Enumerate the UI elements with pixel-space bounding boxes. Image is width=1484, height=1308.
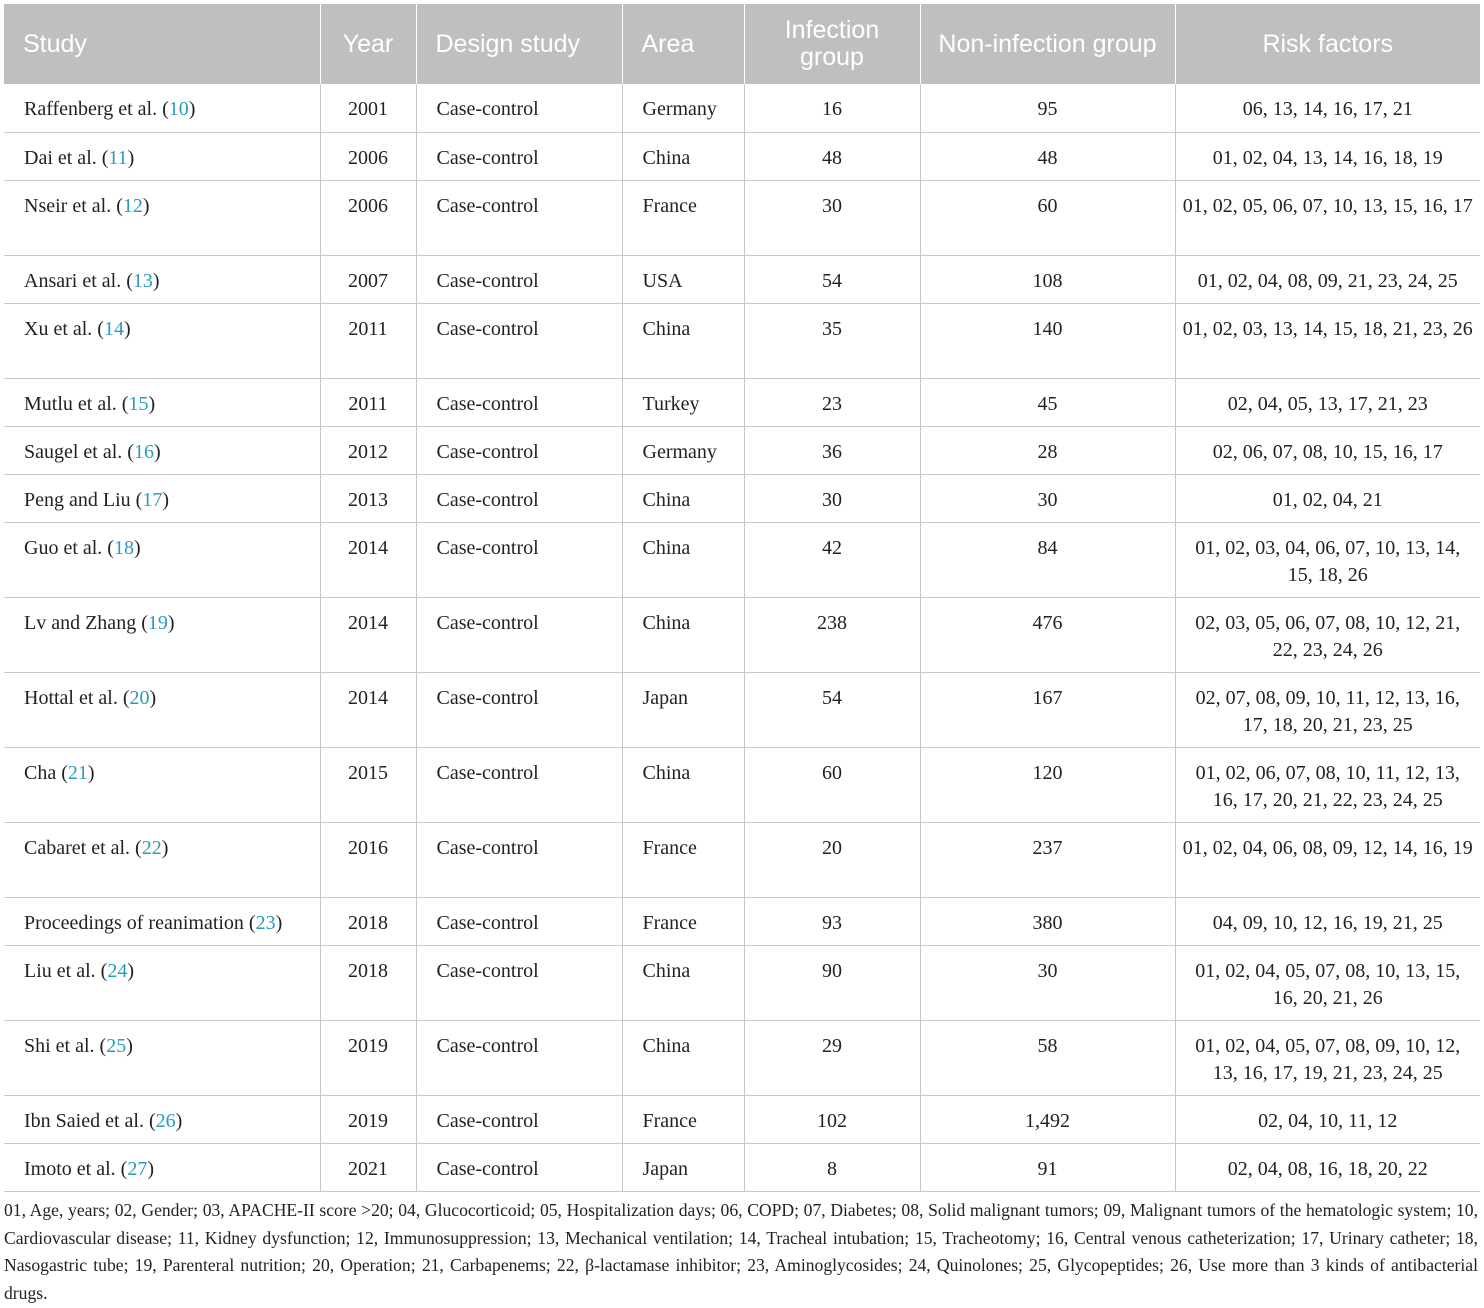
header-study: Study [4, 4, 320, 84]
header-non-infection-group: Non-infection group [920, 4, 1175, 84]
ref-close-paren: ) [162, 488, 169, 511]
cell-area: Turkey [622, 378, 744, 426]
cell-area: France [622, 822, 744, 897]
ref-close-paren: ) [175, 1109, 183, 1132]
ref-close-paren: ) [126, 1034, 133, 1057]
study-name: Liu et al. ( [24, 959, 108, 982]
ref-close-paren: ) [142, 194, 150, 217]
header-year: Year [320, 4, 416, 84]
table-row [4, 672, 1480, 747]
ref-close-paren: ) [87, 761, 95, 784]
cell-design: Case-control [416, 1020, 622, 1095]
cell-design: Case-control [416, 474, 622, 522]
cell-area: China [622, 474, 744, 522]
reference-link[interactable]: 14 [103, 317, 124, 340]
cell-year: 2018 [320, 897, 416, 945]
cell-study [4, 132, 320, 180]
cell-infection: 8 [744, 1143, 920, 1191]
cell-infection: 90 [744, 945, 920, 1020]
cell-non-infection: 476 [920, 597, 1175, 672]
cell-risk: 02, 06, 07, 08, 10, 15, 16, 17 [1175, 426, 1480, 474]
reference-link[interactable]: 24 [107, 959, 128, 982]
ref-close-paren: ) [127, 959, 134, 982]
cell-infection: 16 [744, 84, 920, 132]
cell-risk: 06, 13, 14, 16, 17, 21 [1175, 84, 1480, 132]
cell-non-infection: 45 [920, 378, 1175, 426]
cell-area: China [622, 597, 744, 672]
table-row [4, 897, 1480, 945]
study-name: Raffenberg et al. ( [24, 98, 169, 120]
cell-design: Case-control [416, 1143, 622, 1191]
reference-link[interactable]: 26 [155, 1109, 176, 1132]
cell-non-infection: 1,492 [920, 1095, 1175, 1143]
header-risk-factors: Risk factors [1175, 4, 1480, 84]
cell-risk: 02, 04, 05, 13, 17, 21, 23 [1175, 378, 1480, 426]
cell-non-infection: 167 [920, 672, 1175, 747]
ref-close-paren: ) [152, 269, 160, 292]
cell-design: Case-control [416, 180, 622, 255]
table-row [4, 1095, 1480, 1143]
study-name: Ansari et al. ( [24, 269, 133, 292]
reference-link[interactable]: 10 [168, 98, 189, 120]
cell-area: China [622, 1020, 744, 1095]
reference-link[interactable]: 16 [133, 440, 154, 463]
study-name: Lv and Zhang ( [24, 611, 148, 634]
table-row [4, 597, 1480, 672]
cell-design: Case-control [416, 747, 622, 822]
study-name: Peng and Liu ( [24, 488, 143, 511]
table-row [4, 255, 1480, 303]
cell-design: Case-control [416, 303, 622, 378]
reference-link[interactable]: 17 [142, 488, 163, 511]
table-row [4, 522, 1480, 597]
cell-non-infection: 30 [920, 945, 1175, 1020]
cell-risk: 01, 02, 04, 05, 07, 08, 10, 13, 15, 16, 20, 21, 26 [1175, 945, 1480, 1020]
cell-non-infection: 95 [920, 84, 1175, 132]
table-row [4, 132, 1480, 180]
ref-close-paren: ) [167, 611, 175, 634]
cell-area: China [622, 303, 744, 378]
cell-design: Case-control [416, 378, 622, 426]
cell-year: 2016 [320, 822, 416, 897]
cell-area: France [622, 180, 744, 255]
reference-link[interactable]: 18 [113, 536, 134, 559]
cell-area: Japan [622, 672, 744, 747]
cell-year: 2014 [320, 522, 416, 597]
cell-non-infection: 108 [920, 255, 1175, 303]
cell-study [4, 84, 320, 132]
table-footnote: 01, Age, years; 02, Gender; 03, APACHE-II score >20; 04, Glucocorticoid; 05, Hospitalization days; 06, COPD; 07, Diabetes; 08, Solid malignant tumors; 09, Malignant tumors of the hematologic system; 10, Cardiovascular disease; 11, Kidney dysfunction; 12, Immunosuppression; 13, Mechanical ventilation; 14, Tracheal intubation; 15, Tracheotomy; 16, Central venous catheterization; 17, Urinary catheter; 18, Nasogastric tube; 19, Parenteral nutrition; 20, Operation; 21, Carbapenems; 22, β-lactamase inhibitor; 23, Aminoglycosides; 24, Quinolones; 25, Glycopeptides; 26, Use more than 3 kinds of antibacterial drugs. [4, 1200, 1478, 1303]
study-name: Nseir et al. ( [24, 194, 123, 217]
cell-infection: 36 [744, 426, 920, 474]
cell-design: Case-control [416, 522, 622, 597]
cell-infection: 30 [744, 474, 920, 522]
cell-year: 2019 [320, 1020, 416, 1095]
cell-study [4, 897, 320, 945]
cell-year: 2011 [320, 303, 416, 378]
table-row [4, 1020, 1480, 1095]
table-row [4, 822, 1480, 897]
cell-risk: 01, 02, 06, 07, 08, 10, 11, 12, 13, 16, 17, 20, 21, 22, 23, 24, 25 [1175, 747, 1480, 822]
ref-close-paren: ) [149, 686, 157, 709]
cell-design: Case-control [416, 822, 622, 897]
cell-year: 2018 [320, 945, 416, 1020]
cell-design: Case-control [416, 672, 622, 747]
cell-infection: 35 [744, 303, 920, 378]
study-name: Shi et al. ( [24, 1034, 107, 1057]
cell-infection: 102 [744, 1095, 920, 1143]
cell-study [4, 180, 320, 255]
cell-area: Japan [622, 1143, 744, 1191]
reference-link[interactable]: 25 [106, 1034, 127, 1057]
ref-close-paren: ) [153, 440, 161, 463]
header-infection-group: Infection group [744, 4, 920, 84]
cell-infection: 48 [744, 132, 920, 180]
cell-risk: 01, 02, 03, 04, 06, 07, 10, 13, 14, 15, 18, 26 [1175, 522, 1480, 597]
study-name: Proceedings of reanimation ( [24, 911, 256, 934]
study-name: Ibn Saied et al. ( [24, 1109, 156, 1132]
cell-design: Case-control [416, 597, 622, 672]
study-name: Guo et al. ( [24, 536, 114, 559]
cell-non-infection: 84 [920, 522, 1175, 597]
cell-year: 2006 [320, 180, 416, 255]
reference-link[interactable]: 20 [129, 686, 150, 709]
cell-infection: 93 [744, 897, 920, 945]
study-name: Mutlu et al. ( [24, 392, 129, 415]
cell-design: Case-control [416, 1095, 622, 1143]
cell-area: France [622, 897, 744, 945]
cell-area: China [622, 945, 744, 1020]
cell-risk: 01, 02, 04, 21 [1175, 474, 1480, 522]
cell-area: China [622, 747, 744, 822]
study-name: Cha ( [24, 761, 68, 784]
cell-year: 2012 [320, 426, 416, 474]
cell-non-infection: 140 [920, 303, 1175, 378]
study-name: Dai et al. ( [24, 146, 109, 169]
ref-close-paren: ) [127, 146, 135, 169]
cell-study [4, 1020, 320, 1095]
cell-risk: 01, 02, 04, 05, 07, 08, 09, 10, 12, 13, 16, 17, 19, 21, 23, 24, 25 [1175, 1020, 1480, 1095]
ref-close-paren: ) [188, 98, 196, 120]
cell-risk: 01, 02, 04, 08, 09, 21, 23, 24, 25 [1175, 255, 1480, 303]
cell-design: Case-control [416, 255, 622, 303]
cell-year: 2019 [320, 1095, 416, 1143]
cell-area: Germany [622, 84, 744, 132]
cell-study [4, 303, 320, 378]
cell-area: USA [622, 255, 744, 303]
studies-table [4, 4, 1480, 1192]
table-row [4, 303, 1480, 378]
cell-area: China [622, 522, 744, 597]
cell-year: 2013 [320, 474, 416, 522]
cell-design: Case-control [416, 897, 622, 945]
ref-close-paren: ) [147, 1157, 154, 1180]
cell-risk: 02, 04, 08, 16, 18, 20, 22 [1175, 1143, 1480, 1191]
cell-non-infection: 58 [920, 1020, 1175, 1095]
cell-design: Case-control [416, 945, 622, 1020]
cell-risk: 01, 02, 04, 06, 08, 09, 12, 14, 16, 19 [1175, 822, 1480, 897]
cell-year: 2001 [320, 84, 416, 132]
reference-link[interactable]: 15 [128, 392, 149, 415]
cell-infection: 238 [744, 597, 920, 672]
reference-link[interactable]: 27 [127, 1157, 148, 1180]
table-row [4, 180, 1480, 255]
study-name: Imoto et al. ( [24, 1157, 128, 1180]
ref-close-paren: ) [148, 392, 156, 415]
ref-close-paren: ) [275, 911, 283, 934]
cell-study [4, 474, 320, 522]
cell-non-infection: 380 [920, 897, 1175, 945]
cell-area: France [622, 1095, 744, 1143]
cell-study [4, 426, 320, 474]
cell-infection: 23 [744, 378, 920, 426]
header-design: Design study [416, 4, 622, 84]
table-row [4, 945, 1480, 1020]
cell-study [4, 522, 320, 597]
study-name: Hottal et al. ( [24, 686, 130, 709]
reference-link[interactable]: 19 [147, 611, 168, 634]
cell-study [4, 672, 320, 747]
study-name: Saugel et al. ( [24, 440, 134, 463]
cell-non-infection: 91 [920, 1143, 1175, 1191]
reference-link[interactable]: 11 [108, 146, 128, 169]
table-row [4, 426, 1480, 474]
cell-risk: 01, 02, 04, 13, 14, 16, 18, 19 [1175, 132, 1480, 180]
cell-risk: 02, 03, 05, 06, 07, 08, 10, 12, 21, 22, 23, 24, 26 [1175, 597, 1480, 672]
table-row [4, 1143, 1480, 1191]
cell-year: 2011 [320, 378, 416, 426]
cell-infection: 60 [744, 747, 920, 822]
reference-link[interactable]: 23 [255, 911, 276, 934]
cell-study [4, 822, 320, 897]
reference-link[interactable]: 21 [67, 761, 88, 784]
cell-study [4, 597, 320, 672]
cell-infection: 30 [744, 180, 920, 255]
cell-infection: 54 [744, 255, 920, 303]
cell-risk: 01, 02, 05, 06, 07, 10, 13, 15, 16, 17 [1175, 180, 1480, 255]
cell-risk: 02, 04, 10, 11, 12 [1175, 1095, 1480, 1143]
cell-study [4, 747, 320, 822]
cell-infection: 29 [744, 1020, 920, 1095]
cell-year: 2014 [320, 672, 416, 747]
cell-study [4, 1095, 320, 1143]
table-row [4, 84, 1480, 132]
cell-design: Case-control [416, 132, 622, 180]
cell-infection: 42 [744, 522, 920, 597]
cell-design: Case-control [416, 426, 622, 474]
table-body [4, 84, 1480, 1191]
cell-design: Case-control [416, 84, 622, 132]
cell-risk: 01, 02, 03, 13, 14, 15, 18, 21, 23, 26 [1175, 303, 1480, 378]
table-row [4, 474, 1480, 522]
cell-area: Germany [622, 426, 744, 474]
cell-study [4, 255, 320, 303]
reference-link[interactable]: 13 [132, 269, 153, 292]
cell-non-infection: 60 [920, 180, 1175, 255]
cell-study [4, 378, 320, 426]
cell-non-infection: 30 [920, 474, 1175, 522]
table-row [4, 747, 1480, 822]
cell-year: 2015 [320, 747, 416, 822]
cell-area: China [622, 132, 744, 180]
cell-infection: 54 [744, 672, 920, 747]
cell-year: 2006 [320, 132, 416, 180]
cell-infection: 20 [744, 822, 920, 897]
cell-non-infection: 48 [920, 132, 1175, 180]
reference-link[interactable]: 12 [122, 194, 143, 217]
cell-risk: 04, 09, 10, 12, 16, 19, 21, 25 [1175, 897, 1480, 945]
cell-year: 2021 [320, 1143, 416, 1191]
reference-link[interactable]: 22 [141, 836, 162, 859]
cell-study [4, 1143, 320, 1191]
ref-close-paren: ) [161, 836, 169, 859]
cell-risk: 02, 07, 08, 09, 10, 11, 12, 13, 16, 17, 18, 20, 21, 23, 25 [1175, 672, 1480, 747]
table-row [4, 378, 1480, 426]
study-name: Cabaret et al. ( [24, 836, 142, 859]
study-name: Xu et al. ( [24, 317, 104, 340]
cell-year: 2007 [320, 255, 416, 303]
cell-non-infection: 120 [920, 747, 1175, 822]
ref-close-paren: ) [123, 317, 131, 340]
table-header [4, 4, 1480, 84]
header-area: Area [622, 4, 744, 84]
cell-non-infection: 28 [920, 426, 1175, 474]
ref-close-paren: ) [133, 536, 141, 559]
cell-non-infection: 237 [920, 822, 1175, 897]
cell-year: 2014 [320, 597, 416, 672]
cell-study [4, 945, 320, 1020]
